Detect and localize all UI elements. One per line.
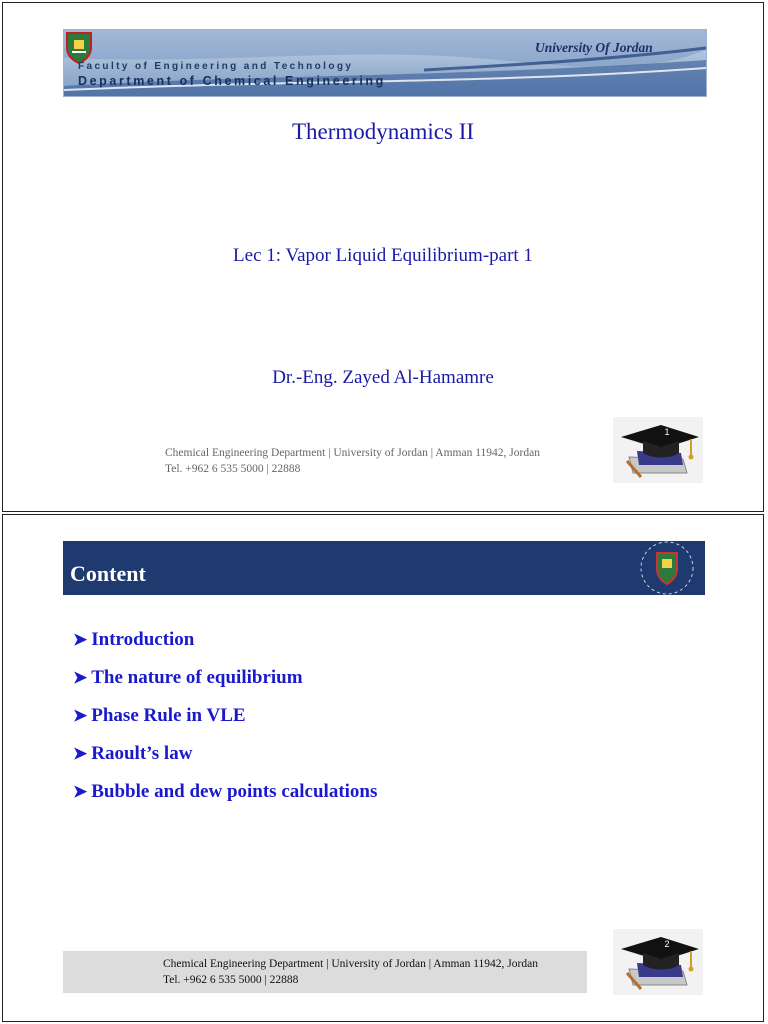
list-item	[73, 779, 377, 817]
graduation-cap-badge	[613, 417, 703, 483]
lecture-author: Dr.-Eng. Zayed Al-Hamamre	[272, 367, 494, 388]
graduation-cap-badge	[613, 929, 703, 995]
list-item	[73, 665, 377, 703]
page-number: 1	[664, 427, 670, 437]
university-name: University Of Jordan	[535, 40, 653, 55]
footer-address: Chemical Engineering Department | University of Jordan | Amman 11942, Jordan	[163, 958, 538, 970]
header-banner	[63, 29, 707, 97]
content-header-bar	[63, 541, 705, 595]
list-item-label: Bubble and dew points calculations	[91, 781, 378, 802]
list-item	[73, 703, 377, 741]
list-item	[73, 627, 377, 665]
slide-footer	[165, 445, 540, 477]
arrow-bullet-icon: ➤	[73, 782, 88, 801]
arrow-bullet-icon: ➤	[73, 744, 88, 763]
list-item-label: Raoult’s law	[91, 743, 193, 764]
lecture-subtitle: Lec 1: Vapor Liquid Equilibrium-part 1	[233, 245, 533, 266]
slide-2	[2, 514, 764, 1022]
arrow-bullet-icon: ➤	[73, 668, 88, 687]
arrow-bullet-icon: ➤	[73, 630, 88, 649]
graduation-cap-icon	[613, 417, 703, 483]
slide-footer	[163, 956, 538, 988]
footer-phone: Tel. +962 6 535 5000 | 22888	[165, 463, 301, 475]
faculty-name: Faculty of Engineering and Technology	[78, 61, 354, 72]
graduation-cap-icon	[613, 929, 703, 995]
arrow-bullet-icon: ➤	[73, 706, 88, 725]
page-number: 2	[664, 939, 670, 949]
content-list	[73, 627, 377, 817]
university-seal-icon	[629, 539, 705, 597]
footer-phone: Tel. +962 6 535 5000 | 22888	[163, 974, 299, 986]
footer-address: Chemical Engineering Department | University of Jordan | Amman 11942, Jordan	[165, 447, 540, 459]
list-item-label: Introduction	[91, 629, 195, 650]
slide-title: Content	[70, 561, 146, 586]
list-item	[73, 741, 377, 779]
slide-footer-bar	[63, 951, 587, 993]
department-name: Department of Chemical Engineering	[78, 74, 386, 88]
lecture-course-title: Thermodynamics II	[291, 119, 475, 144]
slide-1	[2, 2, 764, 512]
list-item-label: The nature of equilibrium	[91, 667, 303, 688]
university-crest-icon	[64, 30, 94, 64]
list-item-label: Phase Rule in VLE	[91, 705, 246, 726]
